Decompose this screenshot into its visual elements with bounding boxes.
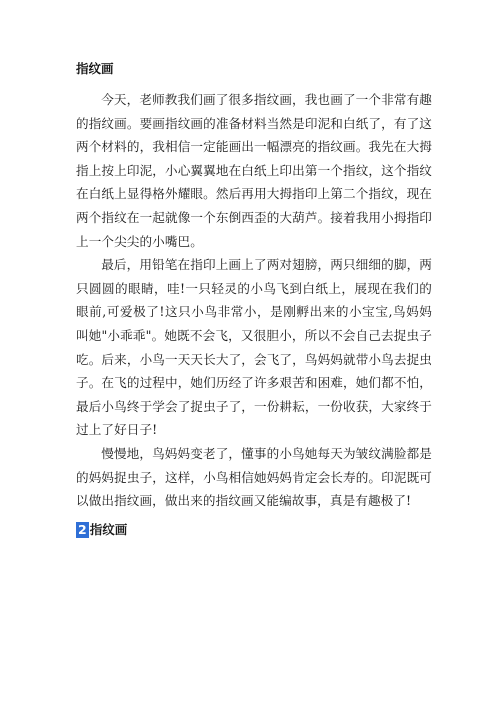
paragraph-3: 慢慢地，鸟妈妈变老了，懂事的小鸟她每天为皱纹满脸都是的妈妈捉虫子，这样，小鸟相信她妈妈肯定会长寿的。印泥既可以做出指纹画，做出来的指纹画又能编故事，真是有趣极了! [76,445,432,509]
section-number-badge: 2 [78,521,87,537]
paragraph-1: 今天，老师教我们画了很多指纹画，我也画了一个非常有趣的指纹画。要画指纹画的准备材料当然是印泥和白纸了，有了这两个材料的，我相信一定能画出一幅漂亮的指纹画。我先在大拇指上按上印泥，小心翼翼地在白纸上印出第一个指纹，这个指纹在白纸上显得格外耀眼。然后再用大拇指印上第二个指纹，现在两个指纹在一起就像一个东倒西歪的大葫芦。接着我用小拇指印上一个尖尖的小嘴巴。 [76,92,432,249]
document-title: 指纹画 [76,61,114,76]
paragraph-2: 最后，用铅笔在指印上画上了两对翅膀，两只细细的脚，两只圆圆的眼睛，哇!一只轻灵的小鸟飞到白纸上，展现在我们的眼前,可爱极了!这只小鸟非常小，是刚孵出来的小宝宝,鸟妈妈叫她"小乖乖"。她既不会飞，又很胆小，所以不会自己去捉虫子吃。后来，小鸟一天天长大了，会飞了，鸟妈妈就带小鸟去捉虫子。在飞的过程中，她们历经了许多艰苦和困难，她们都不怕，最后小鸟终于学会了捉虫子了，一份耕耘，一份收获，大家终于过上了好日子! [76,257,432,438]
section-title: 指纹画 [89,521,128,537]
next-section-heading [76,521,432,539]
document-page [76,60,432,539]
